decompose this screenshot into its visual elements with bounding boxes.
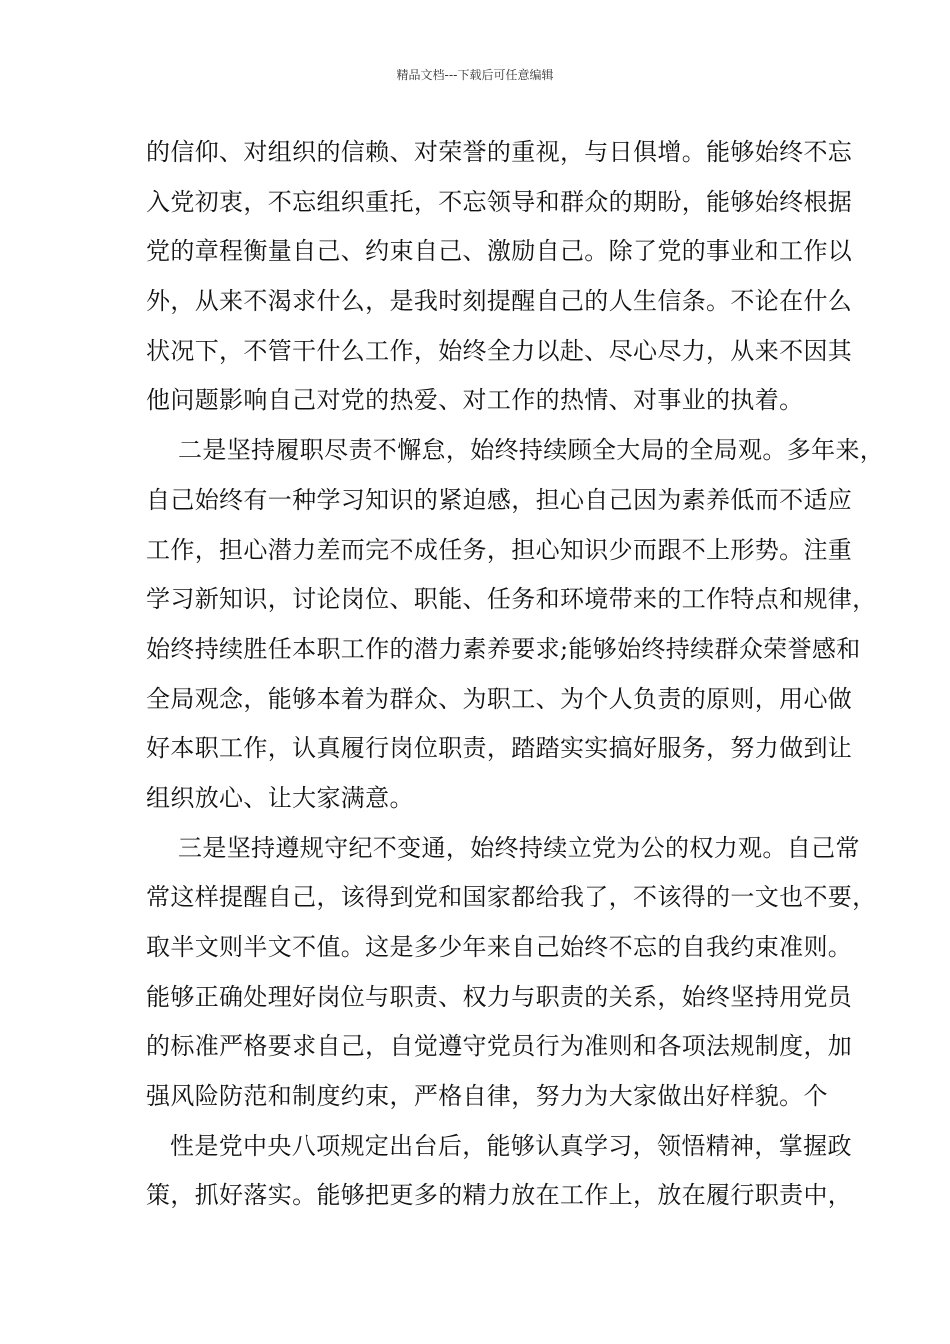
text-line: 入党初衷，不忘组织重托，不忘领导和群众的期盼，能够始终根据 (146, 187, 853, 216)
text-line: 学习新知识，讨论岗位、职能、任务和环境带来的工作特点和规律， (146, 585, 877, 614)
text-line: 自己始终有一种学习知识的紧迫感，担心自己因为素养低而不适应 (146, 485, 853, 514)
text-line: 的信仰、对组织的信赖、对荣誉的重视，与日俱增。能够始终不忘 (146, 138, 853, 166)
text-line: 始终持续胜任本职工作的潜力素养要求;能够始终持续群众荣誉感和 (146, 634, 861, 663)
text-line: 组织放心、让大家满意。 (146, 783, 414, 812)
text-line: 策，抓好落实。能够把更多的精力放在工作上，放在履行职责中， (146, 1181, 853, 1210)
text-line: 全局观念，能够本着为群众、为职工、为个人负责的原则，用心做 (146, 684, 853, 713)
page-header: 精品文档---下载后可任意编辑 (396, 68, 554, 82)
paragraph-start-line: 性是党中央八项规定出台后，能够认真学习，领悟精神，掌握政 (170, 1131, 852, 1160)
text-line: 状况下，不管干什么工作，始终全力以赴、尽心尽力，从来不因其 (146, 336, 853, 365)
text-line: 常这样提醒自己，该得到党和国家都给我了，不该得的一文也不要， (146, 883, 877, 912)
text-line: 他问题影响自己对党的热爱、对工作的热情、对事业的执着。 (146, 386, 804, 415)
text-line: 好本职工作，认真履行岗位职责，踏踏实实搞好服务，努力做到让 (146, 734, 853, 763)
text-line: 党的章程衡量自己、约束自己、激励自己。除了党的事业和工作以 (146, 237, 853, 266)
text-line: 能够正确处理好岗位与职责、权力与职责的关系，始终坚持用党员 (146, 982, 853, 1011)
document-body (146, 128, 885, 1221)
paragraph-start-line: 三是坚持遵规守纪不变通，始终持续立党为公的权力观。自己常 (178, 833, 860, 862)
text-line: 工作，担心潜力差而完不成任务，担心知识少而跟不上形势。注重 (146, 535, 853, 564)
text-line: 的标准严格要求自己，自觉遵守党员行为准则和各项法规制度，加 (146, 1032, 853, 1061)
paragraph-start-line: 二是坚持履职尽责不懈怠，始终持续顾全大局的全局观。多年来， (178, 436, 885, 465)
text-line: 强风险防范和制度约束，严格自律，努力为大家做出好样貌。个 (146, 1082, 828, 1111)
text-line: 外，从来不渴求什么，是我时刻提醒自己的人生信条。不论在什么 (146, 287, 853, 316)
text-line: 取半文则半文不值。这是多少年来自己始终不忘的自我约束准则。 (146, 933, 853, 961)
